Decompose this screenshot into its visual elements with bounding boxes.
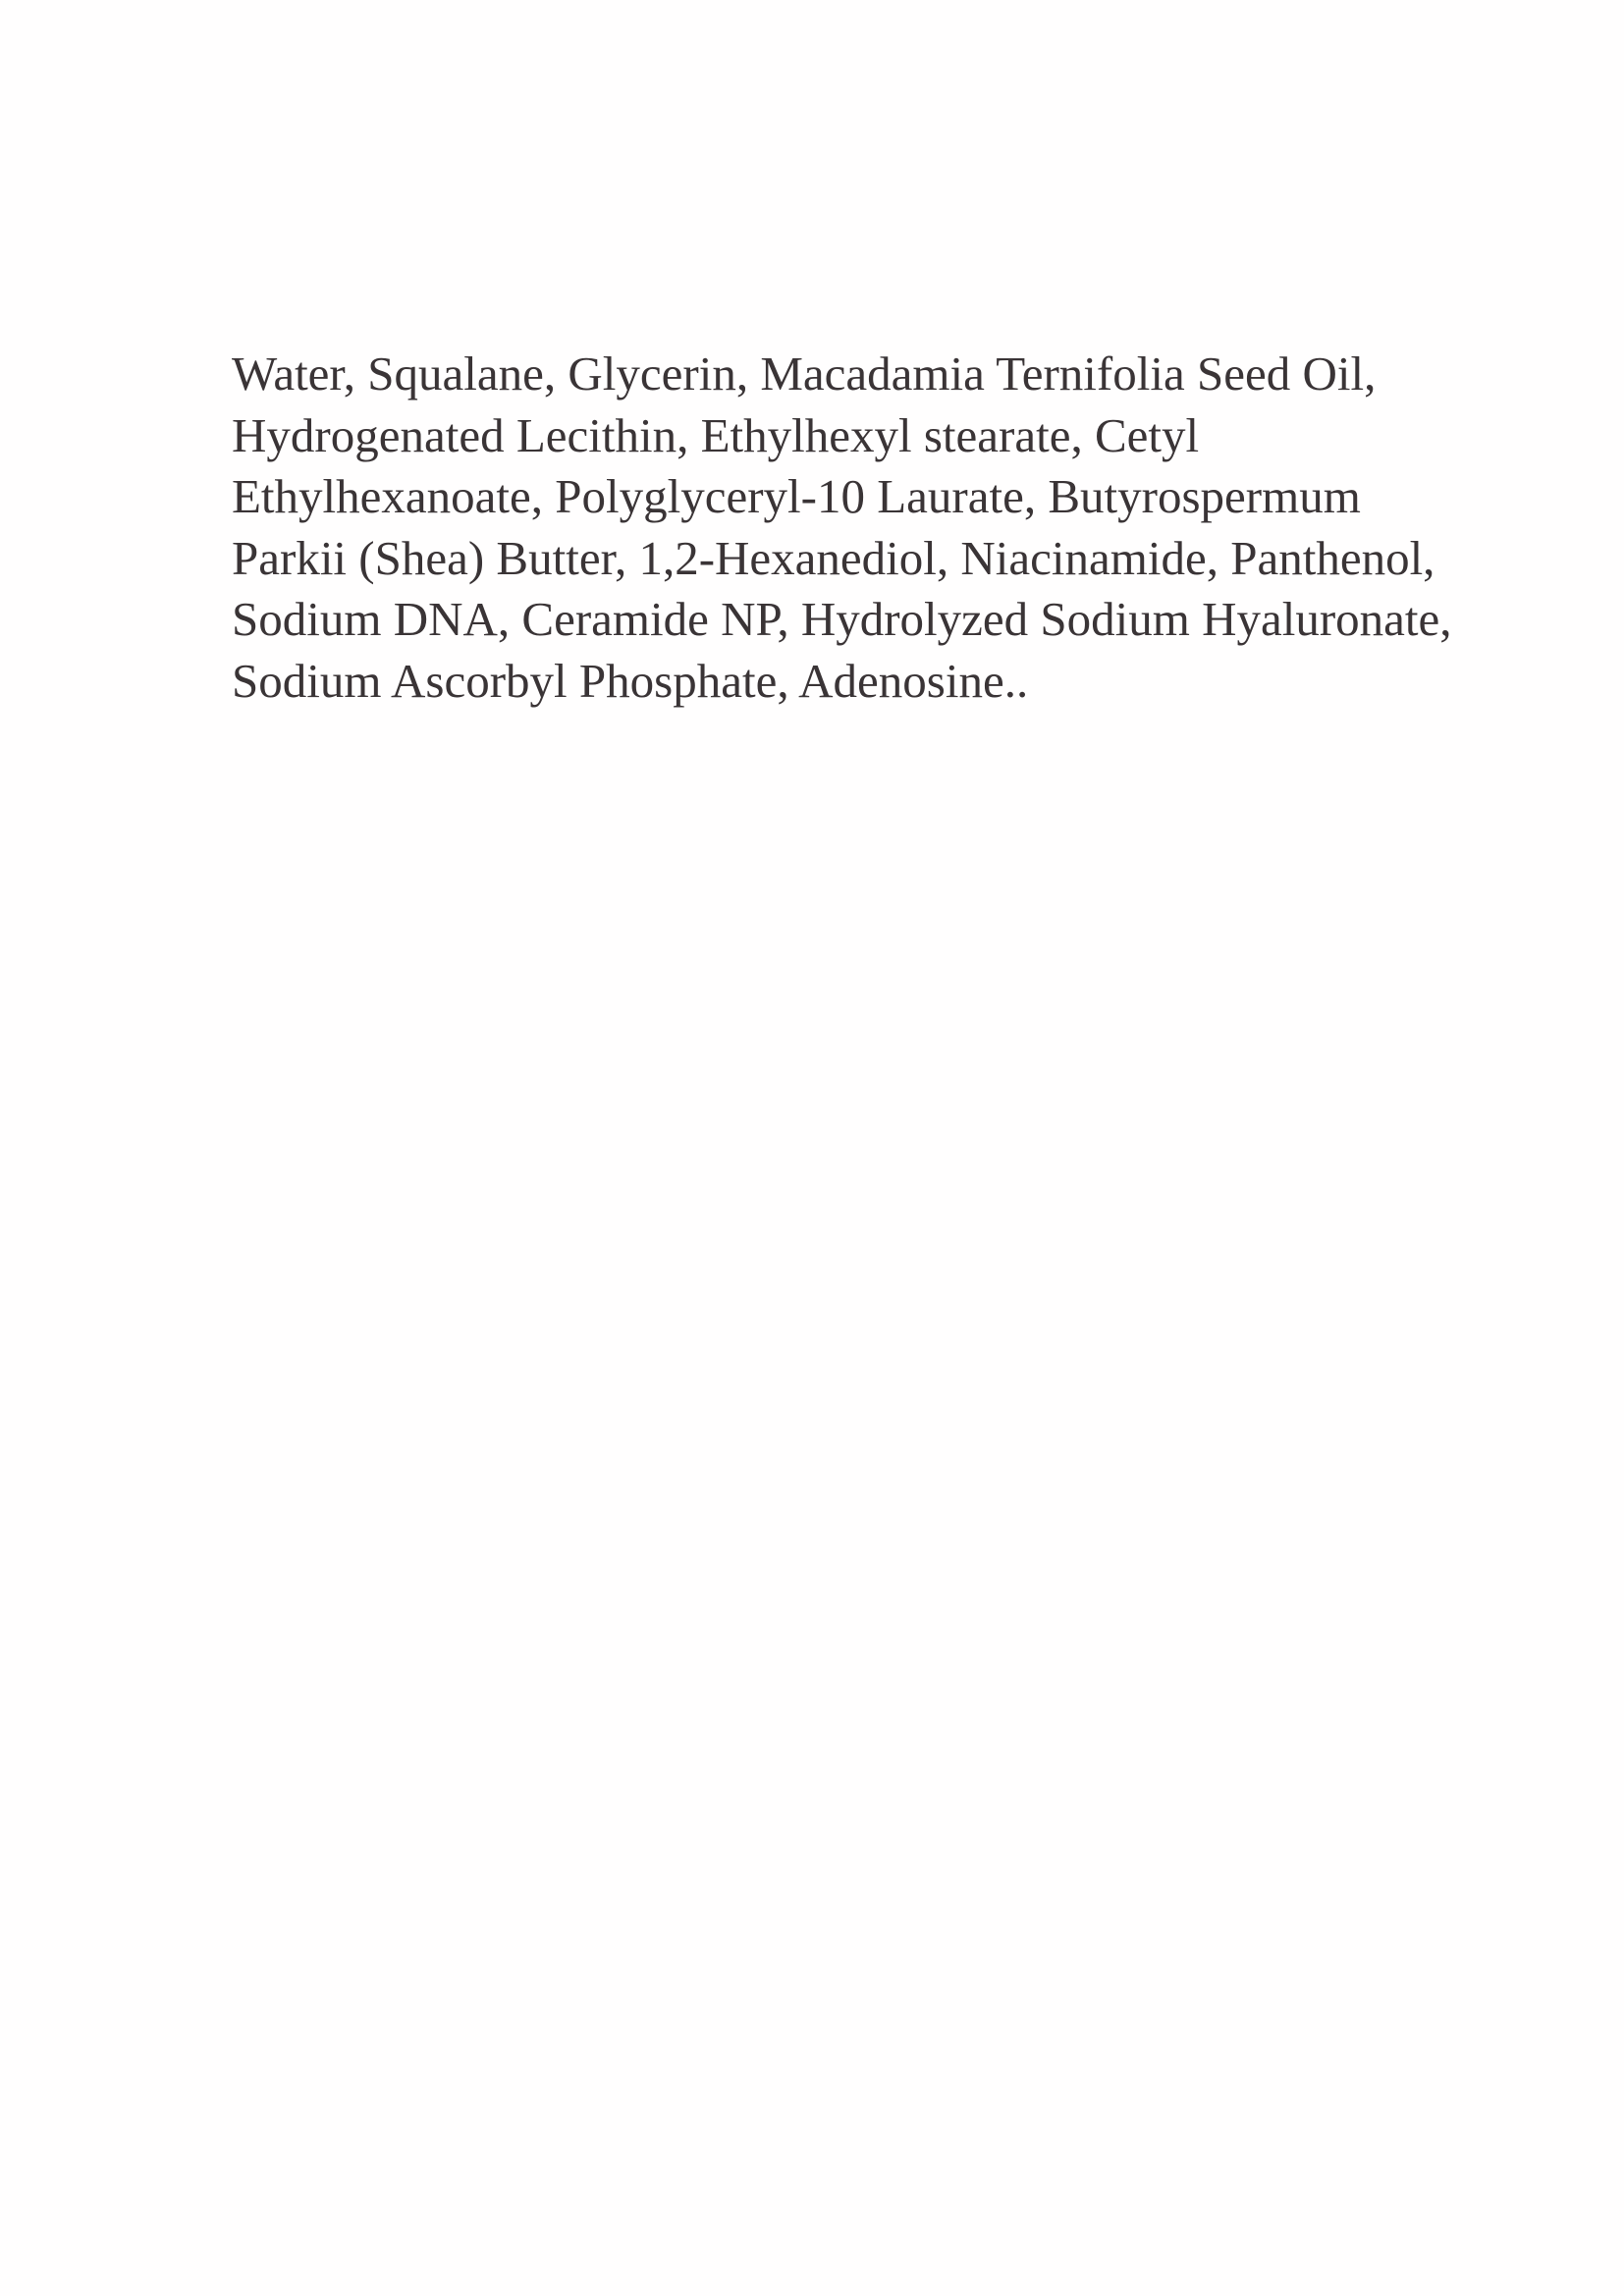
- ingredient-line: Hydrogenated Lecithin, Ethylhexyl stearate, Cetyl: [232, 407, 1200, 462]
- ingredient-list: [232, 344, 1528, 712]
- ingredient-line: Ethylhexanoate, Polyglyceryl-10 Laurate, Butyrospermum: [232, 469, 1361, 523]
- ingredient-line: Sodium DNA, Ceramide NP, Hydrolyzed Sodium Hyaluronate,: [232, 592, 1452, 646]
- ingredient-line: Sodium Ascorbyl Phosphate, Adenosine..: [232, 653, 1029, 708]
- ingredient-line: Water, Squalane, Glycerin, Macadamia Ternifolia Seed Oil,: [232, 347, 1377, 400]
- ingredient-line: Parkii (Shea) Butter, 1,2-Hexanediol, Niacinamide, Panthenol,: [232, 530, 1435, 585]
